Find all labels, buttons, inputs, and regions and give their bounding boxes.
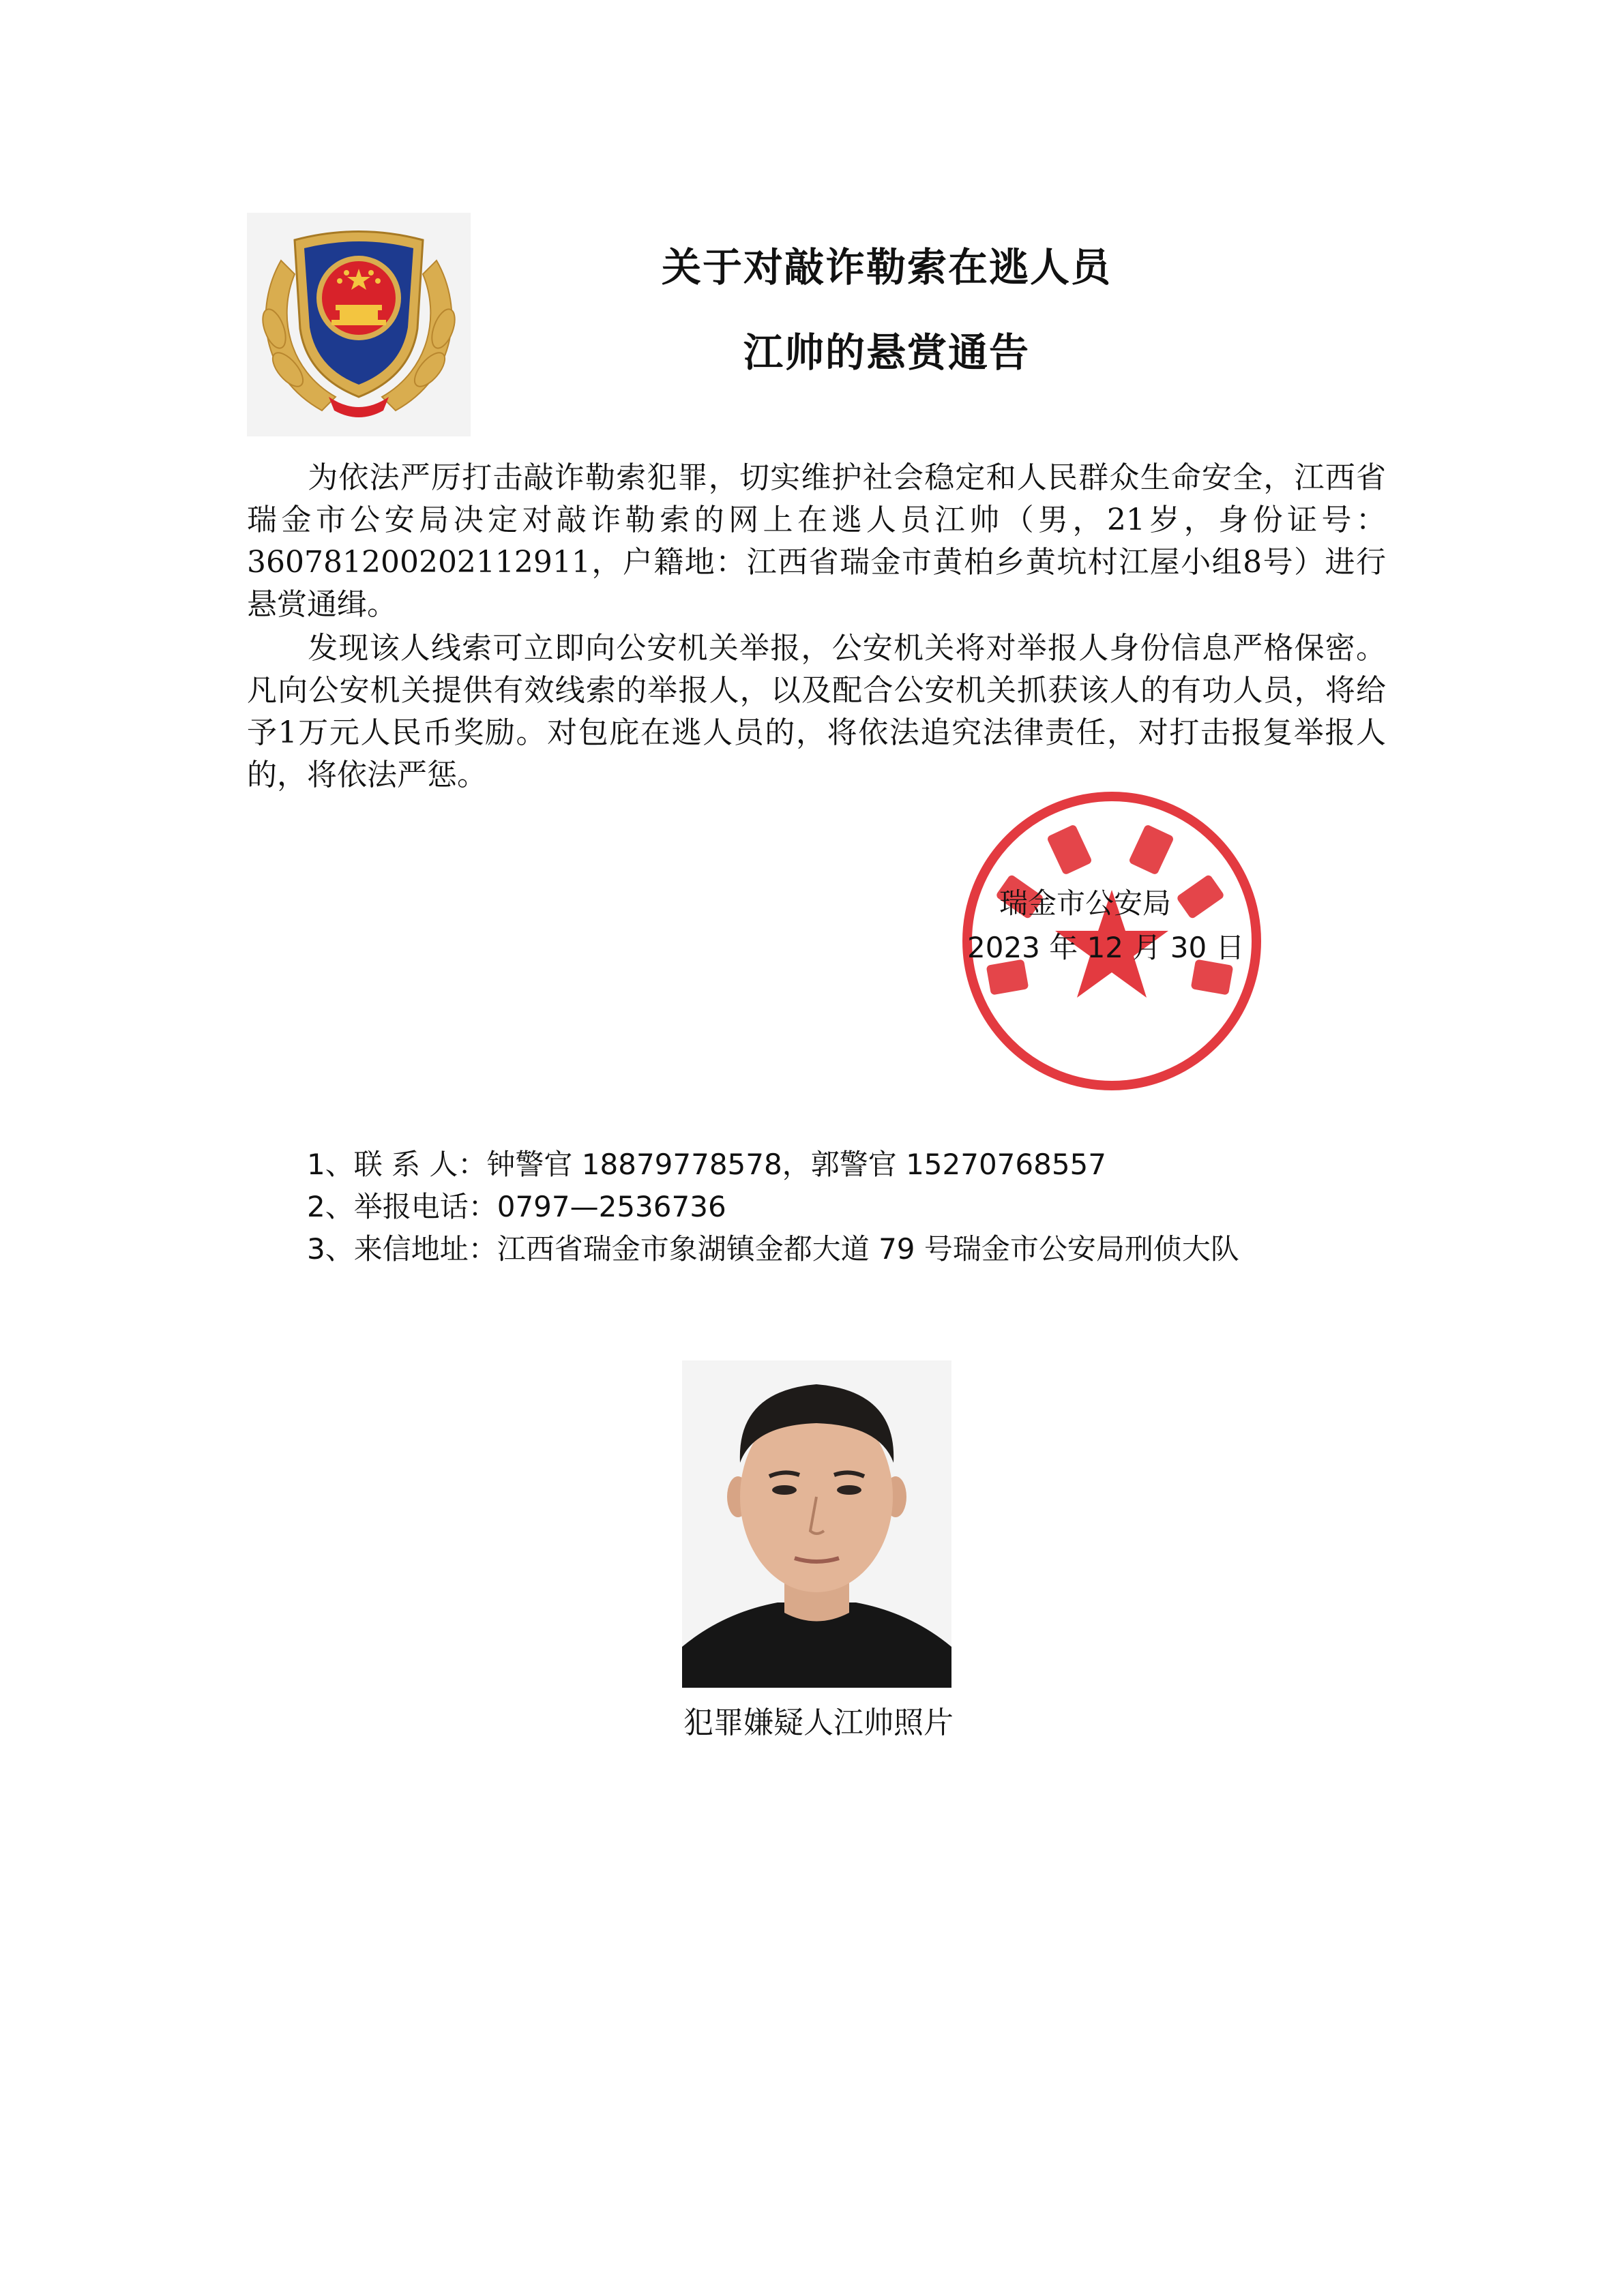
body-paragraph-1 <box>247 457 1386 626</box>
notice-title-line2: 江帅的悬赏通告 <box>743 329 1030 376</box>
body-paragraph-2 <box>247 627 1386 796</box>
mailing-address-line: 3、来信地址：江西省瑞金市象湖镇金都大道 79 号瑞金市公安局刑侦大队 <box>307 1232 1239 1266</box>
photo-caption: 犯罪嫌疑人江帅照片 <box>683 1705 954 1740</box>
report-phone-line: 2、举报电话：0797—2536736 <box>307 1190 726 1223</box>
contact-person-line: 1、联 系 人：钟警官 18879778578，郭警官 15270768557 <box>307 1148 1107 1181</box>
issuing-organization: 瑞金市公安局 <box>999 886 1172 920</box>
issue-date: 2023 年 12 月 30 日 <box>967 931 1245 964</box>
suspect-photo <box>682 1360 951 1688</box>
notice-title-line1: 关于对敲诈勒索在逃人员 <box>661 244 1112 290</box>
police-emblem-icon <box>247 213 471 436</box>
body-paragraph-1-text: 为依法严厉打击敲诈勒索犯罪，切实维护社会稳定和人民群众生命安全，江西省瑞金市公安局决定对敲诈勒索的网上在逃人员江帅（男，21岁，身份证号：360781200202112911，户籍地：江西省瑞金市黄柏乡黄坑村江屋小组8号）进行悬赏通缉。 <box>247 460 1386 622</box>
body-paragraph-2-text: 发现该人线索可立即向公安机关举报，公安机关将对举报人身份信息严格保密。凡向公安机关提供有效线索的举报人，以及配合公安机关抓获该人的有功人员，将给予1万元人民币奖励。对包庇在逃人员的，将依法追究法律责任，对打击报复举报人的，将依法严惩。 <box>247 631 1386 792</box>
